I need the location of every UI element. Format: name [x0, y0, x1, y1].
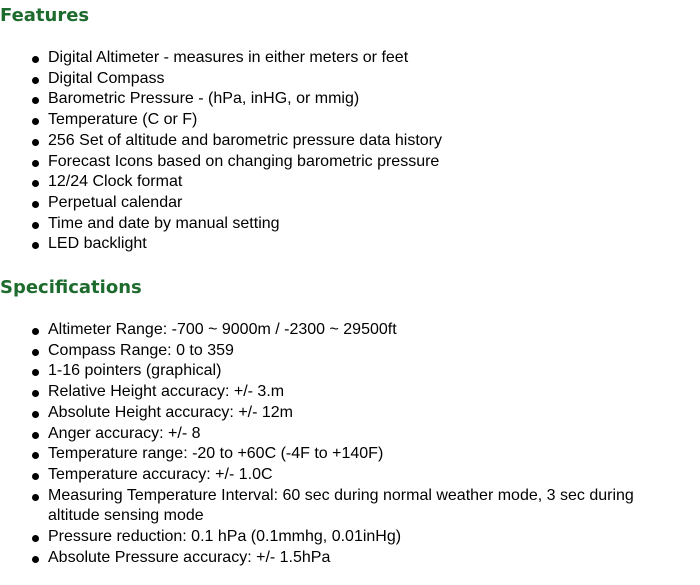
bullet-icon	[32, 97, 39, 104]
list-item-text: Measuring Temperature Interval: 60 sec during normal weather mode, 3 sec during altitude sensing mode	[48, 486, 634, 525]
list-item	[0, 69, 442, 90]
list-item	[0, 548, 688, 569]
list-item-text: LED backlight	[48, 235, 147, 253]
list-item-text: Temperature range: -20 to +60C (-4F to +140F)	[48, 445, 384, 463]
list-item-text: Pressure reduction: 0.1 hPa (0.1mmhg, 0.01inHg)	[48, 528, 402, 546]
list-item-text: Temperature (C or F)	[48, 111, 198, 129]
list-item	[0, 465, 688, 486]
list-item-text: Relative Height accuracy: +/- 3.m	[48, 383, 285, 401]
list-item-text: Digital Altimeter - measures in either meters or feet	[48, 49, 409, 66]
list-item-text: Digital Compass	[48, 69, 165, 87]
bullet-icon	[32, 349, 39, 356]
list-item	[0, 214, 442, 235]
list-item-text: Time and date by manual setting	[48, 214, 280, 232]
list-item	[0, 486, 688, 527]
list-item-text: Perpetual calendar	[48, 193, 183, 211]
list-item-text: 1-16 pointers (graphical)	[48, 362, 222, 380]
bullet-icon	[32, 452, 39, 459]
bullet-icon	[32, 494, 39, 501]
list-item-text: Temperature accuracy: +/- 1.0C	[48, 465, 273, 483]
list-item	[0, 110, 442, 131]
bullet-icon	[32, 77, 39, 84]
list-item	[0, 382, 688, 403]
bullet-icon	[32, 160, 39, 167]
list-item	[0, 89, 442, 110]
bullet-icon	[32, 118, 39, 125]
bullet-icon	[32, 473, 39, 480]
bullet-icon	[32, 535, 39, 542]
list-item-text: Altimeter Range: -700 ~ 9000m / -2300 ~ 29500ft	[48, 321, 397, 338]
list-item	[0, 234, 442, 255]
list-item	[0, 444, 688, 465]
bullet-icon	[32, 390, 39, 397]
specifications-heading: Specifications	[0, 277, 142, 298]
bullet-icon	[32, 556, 39, 563]
list-item-text: Anger accuracy: +/- 8	[48, 424, 201, 442]
bullet-icon	[32, 180, 39, 187]
specifications-list	[0, 320, 688, 568]
features-list	[0, 48, 442, 255]
features-heading: Features	[0, 5, 90, 26]
list-item	[0, 361, 688, 382]
list-item	[0, 424, 688, 445]
list-item	[0, 131, 442, 152]
bullet-icon	[32, 56, 39, 63]
list-item-text: 256 Set of altitude and barometric pressure data history	[48, 131, 442, 149]
list-item	[0, 320, 688, 341]
bullet-icon	[32, 201, 39, 208]
list-item-text: Forecast Icons based on changing barometric pressure	[48, 152, 440, 170]
list-item	[0, 193, 442, 214]
bullet-icon	[32, 242, 39, 249]
list-item-text: Absolute Pressure accuracy: +/- 1.5hPa	[48, 548, 331, 566]
bullet-icon	[32, 328, 39, 335]
bullet-icon	[32, 411, 39, 418]
list-item	[0, 152, 442, 173]
list-item	[0, 527, 688, 548]
list-item-text: Absolute Height accuracy: +/- 12m	[48, 403, 294, 421]
bullet-icon	[32, 432, 39, 439]
list-item-text: 12/24 Clock format	[48, 173, 183, 191]
list-item	[0, 48, 442, 69]
list-item-text: Barometric Pressure - (hPa, inHG, or mmig)	[48, 90, 360, 108]
list-item	[0, 341, 688, 362]
bullet-icon	[32, 369, 39, 376]
list-item	[0, 172, 442, 193]
bullet-icon	[32, 139, 39, 146]
bullet-icon	[32, 222, 39, 229]
list-item-text: Compass Range: 0 to 359	[48, 341, 234, 359]
list-item	[0, 403, 688, 424]
